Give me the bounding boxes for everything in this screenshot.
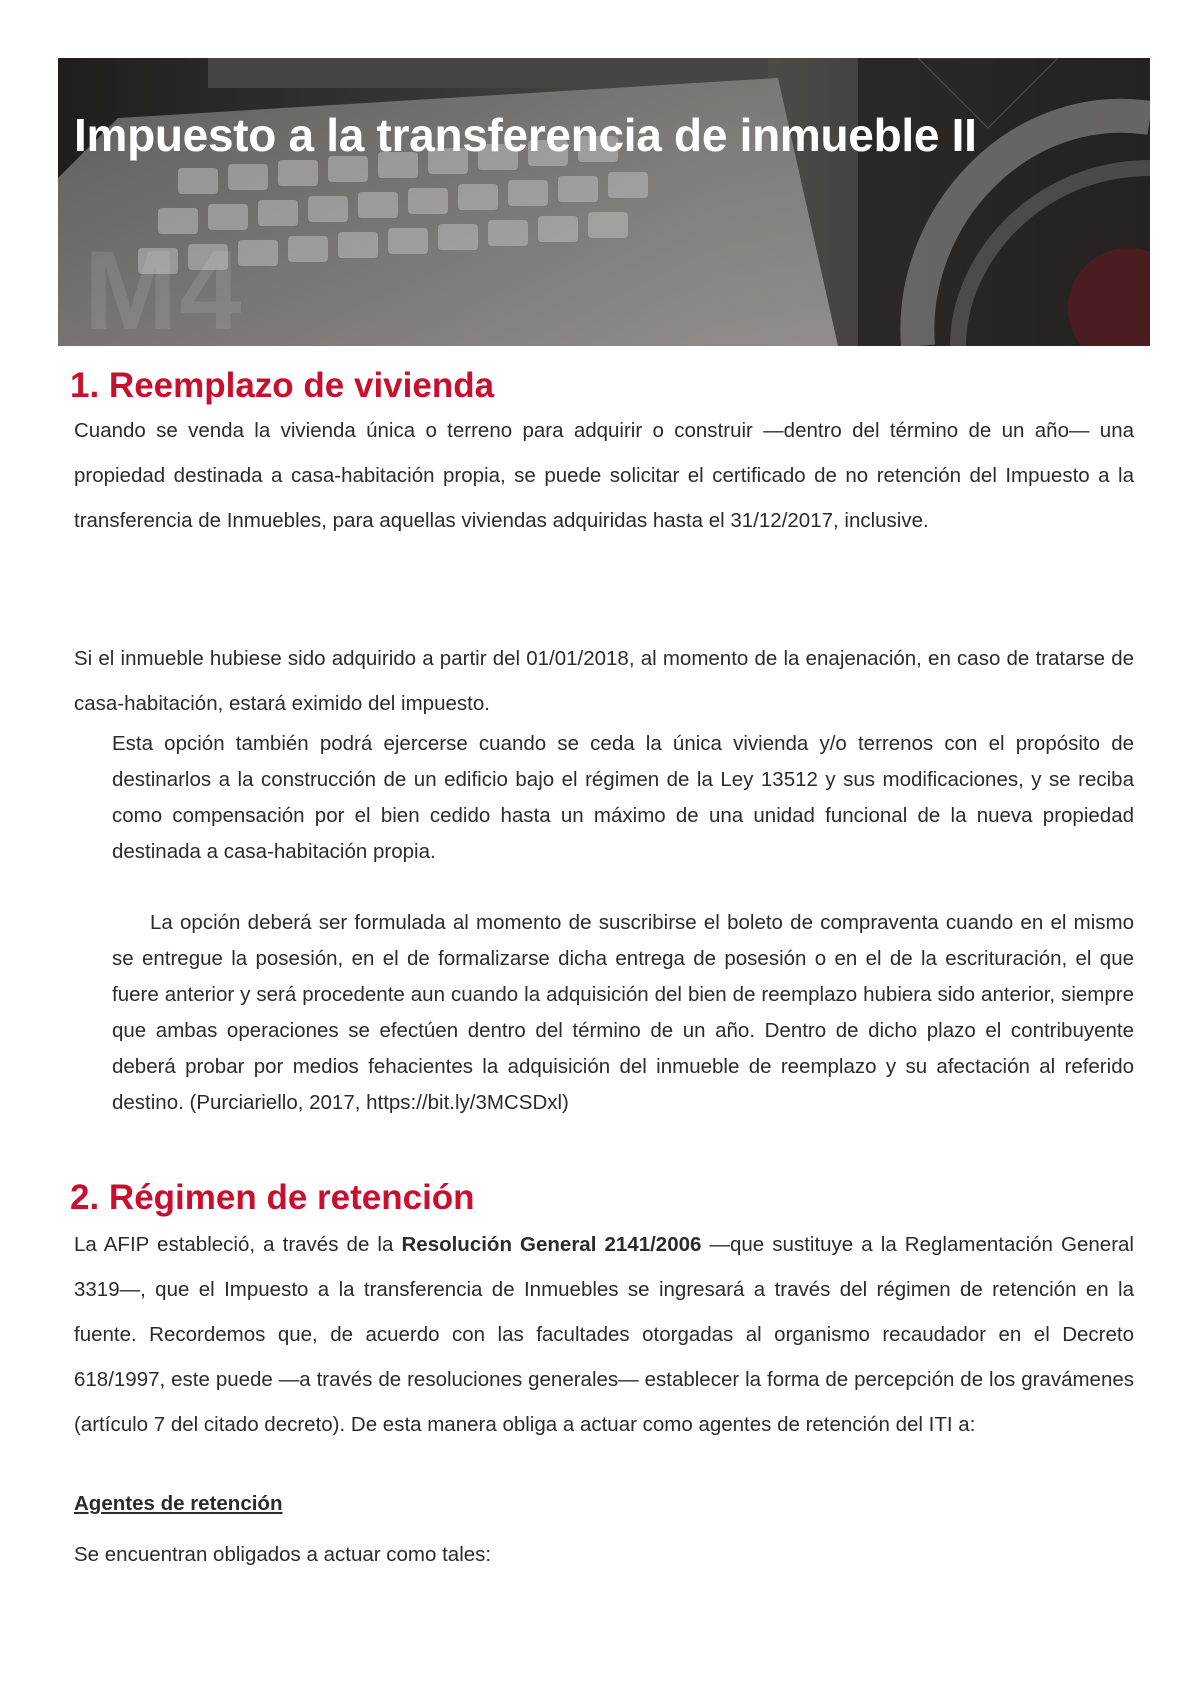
text-run: La AFIP estableció, a través de la: [74, 1233, 402, 1256]
paragraph: Cuando se venda la vivienda única o terreno para adquirir o construir —dentro del término de un año— una propiedad destinada a casa-habitación propia, se puede solicitar el certificado de no retención del Impuesto a la transferencia de Inmuebles, para aquellas viviendas adquiridas hasta el 31/12/2017, inclusive.: [74, 419, 1134, 532]
paragraph: Se encuentran obligados a actuar como tales:: [74, 1543, 492, 1566]
module-watermark: M4: [84, 228, 244, 346]
bold-reference: Resolución General 2141/2006: [401, 1233, 702, 1256]
quote-paragraph: La opción deberá ser formulada al momento de suscribirse el boleto de compraventa cuando en el mismo se entregue la posesión, en el de formalizarse dicha entrega de posesión o en el de la escrituración, el que fuere anterior y será procedente aun cuando la adquisición del bien de reemplazo hubiera sido anterior, siempre que ambas operaciones se efectúen dentro del término de un año. Dentro de dicho plazo el contribuyente deberá probar por medios fehacientes la adquisición del inmueble de reemplazo y su afectación al referido destino. (Purciariello, 2017, https://bit.ly/3MCSDxl): [112, 911, 1134, 1114]
header-banner: [58, 58, 1150, 346]
page-title: Impuesto a la transferencia de inmueble II: [74, 109, 977, 161]
quote-paragraph: Esta opción también podrá ejercerse cuando se ceda la única vivienda y/o terrenos con el propósito de destinarlos a la construcción de un edificio bajo el régimen de la Ley 13512 y sus modificaciones, y se reciba como compensación por el bien cedido hasta un máximo de una unidad funcional de la nueva propiedad destinada a casa-habitación propia.: [112, 732, 1134, 863]
section-heading-reemplazo: 1. Reemplazo de vivienda: [70, 366, 495, 405]
subheading: Agentes de retención: [74, 1492, 283, 1515]
paragraph: Si el inmueble hubiese sido adquirido a partir del 01/01/2018, al momento de la enajenación, en caso de tratarse de casa-habitación, estará eximido del impuesto.: [74, 647, 1134, 715]
section-heading-regimen: 2. Régimen de retención: [70, 1178, 475, 1217]
text-run: —que sustituye a la Reglamentación General 3319—, que el Impuesto a la transferencia de Inmuebles se ingresará a través del régimen de retención en la fuente. Recordemos que, de acuerdo con las facultades otorgadas al organismo recaudador en el Decreto 618/1997, este puede —a través de resoluciones generales— establecer la forma de percepción de los gravámenes (artículo 7 del citado decreto). De esta manera obliga a actuar como agentes de retención del ITI a:: [74, 1233, 1134, 1436]
paragraph: [74, 1222, 1134, 1447]
